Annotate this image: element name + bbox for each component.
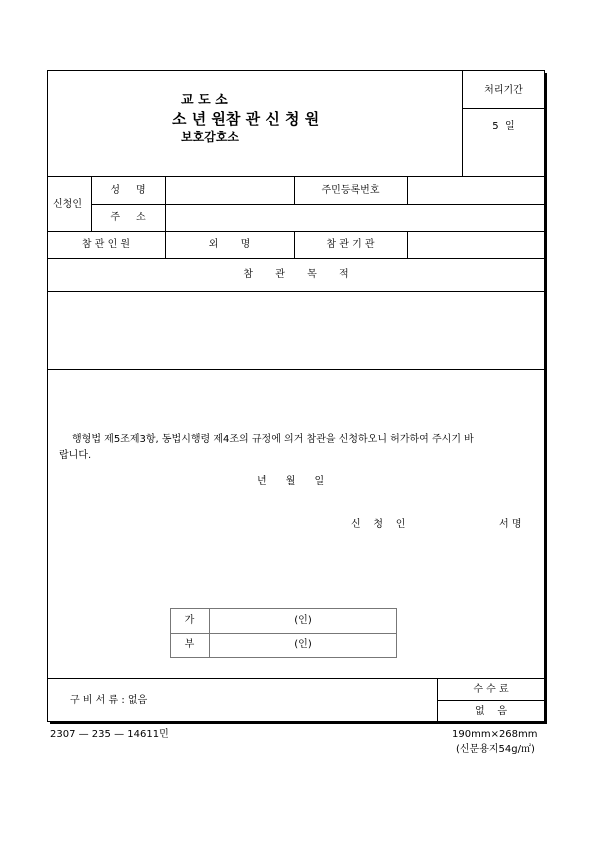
reject-label: 부 xyxy=(184,639,195,650)
org-value-divider xyxy=(407,231,408,258)
paper-type: (신문용지54g/㎡) xyxy=(456,744,535,755)
decision-box-midline xyxy=(170,633,397,634)
statement-line-1: 행형법 제5조제3항, 동법시행령 제4조의 규정에 의거 참관을 신청하오니 허가하여 주시기 바 xyxy=(72,434,474,445)
approve-seal: (인) xyxy=(294,615,312,626)
visit-purpose-label: 참 관 목 적 xyxy=(243,269,349,280)
processing-box-line xyxy=(462,108,545,109)
visit-people-label: 참 관 인 원 xyxy=(81,239,131,250)
fee-box-line xyxy=(437,700,545,701)
purpose-area-bottom-line xyxy=(47,369,545,370)
applicant-group-label: 신청인 xyxy=(53,199,82,210)
frame-shadow-right xyxy=(545,73,547,722)
applicant-row-divider xyxy=(91,204,545,205)
required-documents: 구 비 서 류 : 없음 xyxy=(70,695,148,706)
purpose-header-line xyxy=(47,291,545,292)
statement-line-2: 랍니다. xyxy=(59,450,92,461)
title-line-2: 소 년 원참 관 신 청 원 xyxy=(172,110,320,128)
resident-id-label: 주민등록번호 xyxy=(321,185,380,196)
fee-value: 없 음 xyxy=(474,706,508,717)
fee-label: 수 수 료 xyxy=(473,684,509,695)
reject-seal: (인) xyxy=(294,639,312,650)
processing-period-value: 5 일 xyxy=(492,121,515,132)
name-label: 성 명 xyxy=(110,185,146,196)
applicant-bottom-line xyxy=(47,231,545,232)
footer-top-line xyxy=(47,678,545,679)
address-label: 주 소 xyxy=(110,212,146,223)
id-label-divider xyxy=(407,176,408,204)
signature-label: 서 명 xyxy=(499,519,522,530)
section-line-applicant-top xyxy=(47,176,545,177)
visit-org-label: 참 관 기 관 xyxy=(326,239,375,250)
title-line-3: 보호감호소 xyxy=(181,130,239,144)
visit-row-bottom-line xyxy=(47,258,545,259)
approve-label: 가 xyxy=(184,615,195,626)
title-line-1: 교 도 소 xyxy=(181,93,228,108)
form-code: 2307 — 235 — 14611민 xyxy=(50,729,169,740)
date-line: 년 월 일 xyxy=(257,476,325,487)
processing-period-label: 처리기간 xyxy=(484,85,523,96)
outside-count-label: 외 명 xyxy=(208,239,251,250)
frame-shadow-bottom xyxy=(50,722,547,724)
paper-size: 190mm×268mm xyxy=(452,729,538,740)
applicant-sign-label: 신 청 인 xyxy=(351,519,406,530)
